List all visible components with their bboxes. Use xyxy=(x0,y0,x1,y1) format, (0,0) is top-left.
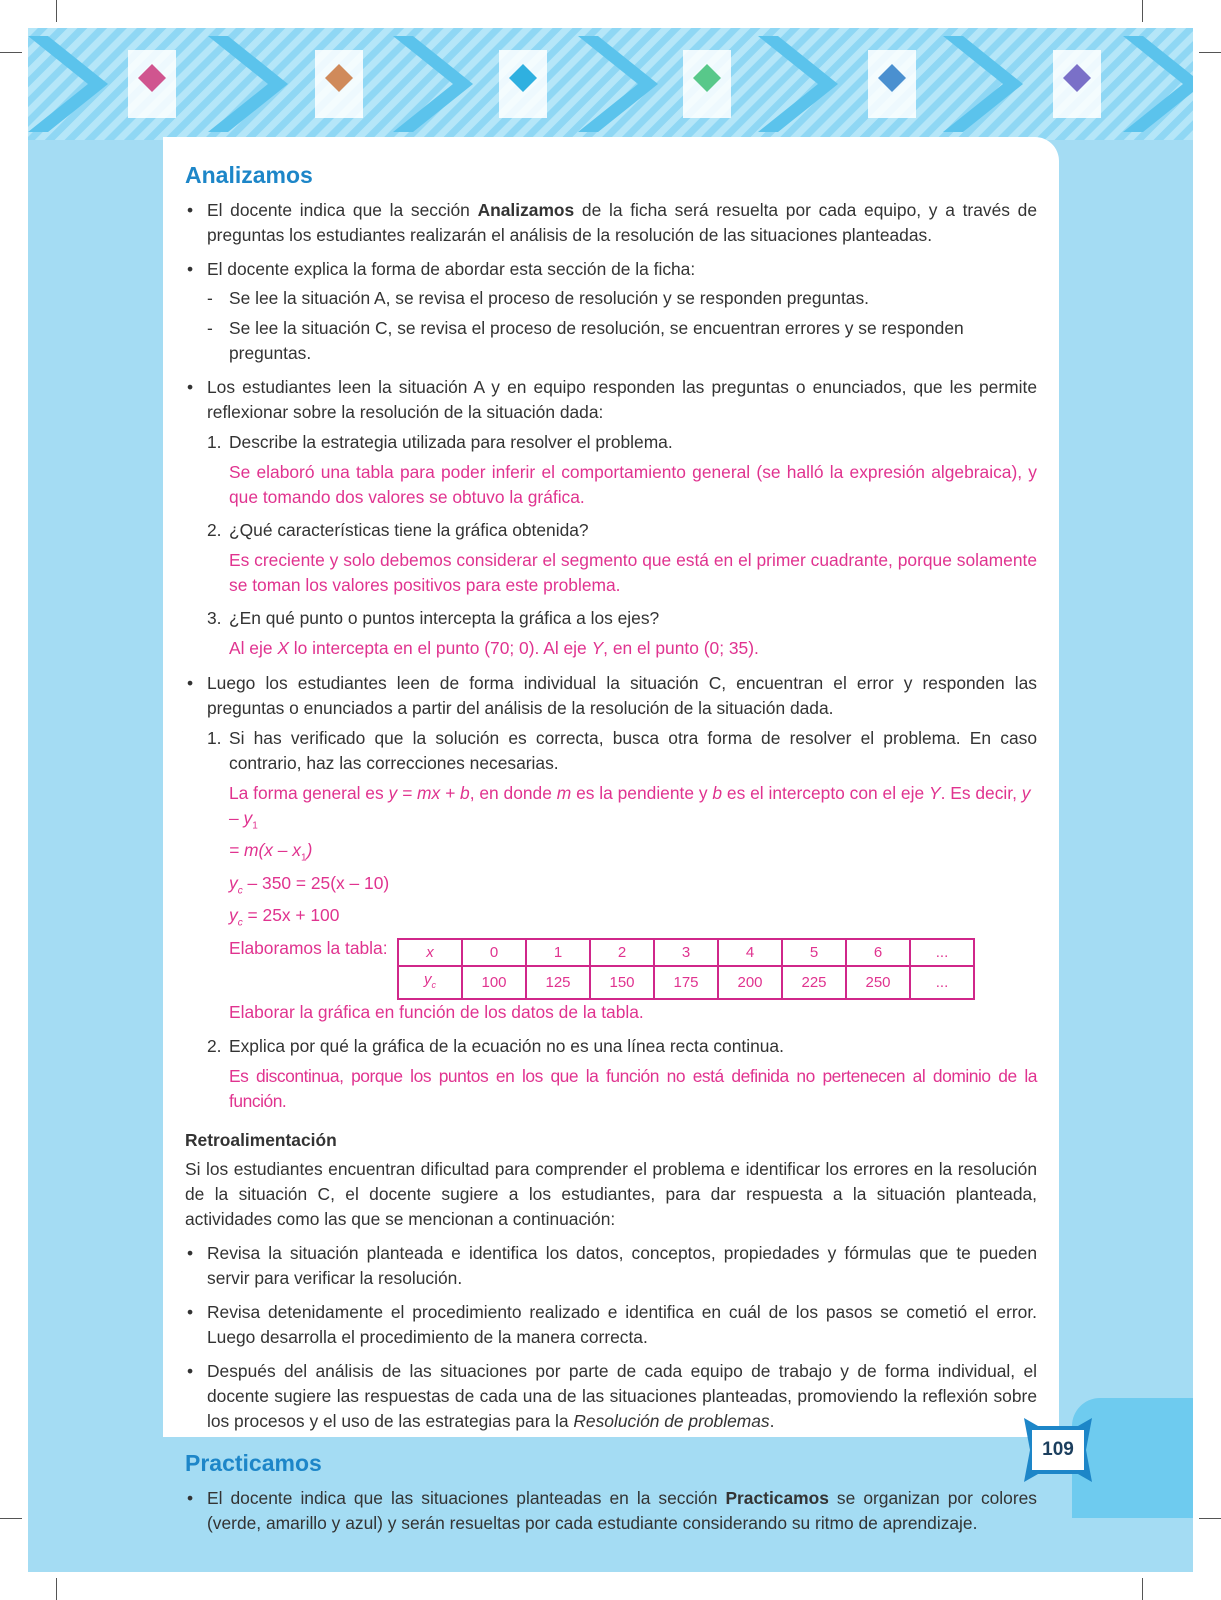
values-table xyxy=(397,938,975,1000)
section-title-analizamos: Analizamos xyxy=(185,162,313,188)
bullet-analizamos-1: • El docente indica que la sección Analizamos de la ficha será resuelta por cada equipo, y a través de preguntas los estudiantes realizarán el análisis de la resolución de las situaciones planteadas. xyxy=(185,198,1037,248)
bullet-retro-1: • Revisa la situación planteada e identifica los datos, conceptos, propiedades y fórmulas que te pueden servir para verificar la resolución. xyxy=(185,1241,1037,1291)
bullet-analizamos-3: • Los estudiantes leen la situación A y en equipo responden las preguntas o enunciados, que les permite reflexionar sobre la resolución de la situación dada: xyxy=(185,375,1037,425)
question-c1: 1. Si has verificado que la solución es correcta, busca otra forma de resolver el problema. En caso contrario, haz las correcciones necesarias. xyxy=(207,728,1037,773)
answer-c2: Es discontinua, porque los puntos en los que la función no está definida no pertenecen al dominio de la función. xyxy=(229,1065,1037,1111)
bullet-practicamos-1: • El docente indica que las situaciones planteadas en la sección Practicamos se organizan por colores (verde, amarillo y azul) y serán resueltas por cada estudiante considerando su ritmo de aprendizaje. xyxy=(185,1486,1037,1536)
table-cell: 150 xyxy=(590,966,654,999)
table-cell: ... xyxy=(910,966,974,999)
table-cell: 4 xyxy=(718,939,782,966)
bullet-retro-2: • Revisa detenidamente el procedimiento realizado e identifica en cuál de los pasos se cometió el error. Luego desarrolla el procedimiento de la manera correcta. xyxy=(185,1300,1037,1350)
answer-1: Se elaboró una tabla para poder inferir el comportamiento general (se halló la expresión algebraica), y que tomando dos valores se obtuvo la gráfica. xyxy=(229,462,1037,507)
after-table-text: Elaborar la gráfica en función de los datos de la tabla. xyxy=(229,1001,644,1022)
formula-yc-2: $y_c = 25x + 100$ xyxy=(229,905,340,929)
dash-item-2: - Se lee la situación C, se revisa el proceso de resolución, se encuentran errores y se responden preguntas. xyxy=(185,316,1037,366)
bullet-analizamos-2: • El docente explica la forma de abordar esta sección de la ficha: xyxy=(185,257,1037,282)
question-1: 1. Describe la estrategia utilizada para resolver el problema. xyxy=(207,432,673,452)
table-cell: 100 xyxy=(462,966,526,999)
table-cell: 1 xyxy=(526,939,590,966)
answer-2: Es creciente y solo debemos considerar el segmento que está en el primer cuadrante, porque solamente se toman los valores positivos para este problema. xyxy=(229,550,1037,595)
table-row-x xyxy=(398,939,974,966)
answer-3: Al eje X lo intercepta en el punto (70; 0). Al eje Y, en el punto (0; 35). xyxy=(229,638,759,658)
table-cell: ... xyxy=(910,939,974,966)
section-title-practicamos: Practicamos xyxy=(185,1449,322,1476)
bullet-analizamos-4: • Luego los estudiantes leen de forma individual la situación C, encuentran el error y responden las preguntas o enunciados a partir del análisis de la resolución de la situación dada. xyxy=(185,671,1037,721)
table-cell: 0 xyxy=(462,939,526,966)
table-cell: 225 xyxy=(782,966,846,999)
table-cell: 3 xyxy=(654,939,718,966)
page-number: 109 xyxy=(1042,1439,1074,1460)
formula-general: La forma general es y = mx + b, en donde m es la pendiente y b es el intercepto con el eje Y. Es decir, y – $y_1$ xyxy=(229,783,1031,832)
dash-item-1: - Se lee la situación A, se revisa el proceso de resolución y se responden preguntas. xyxy=(185,286,1037,311)
question-c2: 2. Explica por qué la gráfica de la ecuación no es una línea recta continua. xyxy=(207,1035,784,1056)
question-2: 2. ¿Qué características tiene la gráfica obtenida? xyxy=(207,520,589,540)
question-3: 3. ¿En qué punto o puntos intercepta la gráfica a los ejes? xyxy=(207,608,660,628)
table-cell: 200 xyxy=(718,966,782,999)
bullet-retro-3: • Después del análisis de las situaciones por parte de cada equipo de trabajo y de forma individual, el docente sugiere las respuestas de cada una de las situaciones planteadas, promoviendo la reflexión sobre los procesos y el uso de las estrategias para la Resolución de problemas. xyxy=(185,1359,1037,1434)
table-cell: $y_c$ xyxy=(398,966,462,999)
table-cell: 250 xyxy=(846,966,910,999)
decorative-banner xyxy=(28,28,1193,140)
table-row-yc xyxy=(398,966,974,999)
formula-point-slope: = $m(x - x_1)$ xyxy=(229,840,313,864)
section-title-retro: Retroalimentación xyxy=(185,1129,337,1150)
table-cell: 2 xyxy=(590,939,654,966)
formula-yc-1: $y_c - 350 = 25(x - 10)$ xyxy=(229,872,390,897)
page-content xyxy=(185,160,1037,1545)
table-cell: 5 xyxy=(782,939,846,966)
table-label: Elaboramos la tabla: xyxy=(229,937,388,958)
table-cell: 6 xyxy=(846,939,910,966)
table-cell: 175 xyxy=(654,966,718,999)
table-cell: x xyxy=(398,939,462,966)
values-table-row xyxy=(185,936,1037,1000)
table-cell: 125 xyxy=(526,966,590,999)
retro-intro: Si los estudiantes encuentran dificultad para comprender el problema e identificar los errores en la resolución de la situación C, el docente sugiere a los estudiantes, para dar respuesta a la situación planteada, actividades como las que se mencionan a continuación: xyxy=(185,1158,1037,1229)
